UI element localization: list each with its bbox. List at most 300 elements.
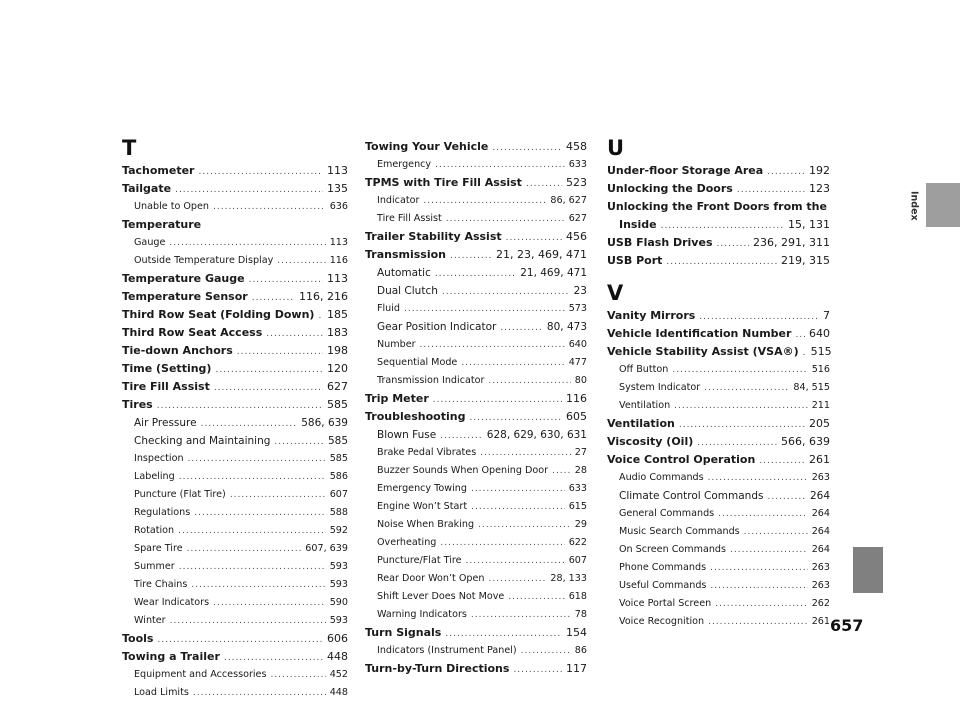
index-subentry[interactable]	[122, 432, 348, 450]
index-term: Tachometer	[122, 164, 195, 177]
index-subentry[interactable]	[365, 426, 587, 444]
index-subentry[interactable]	[607, 505, 830, 523]
dot-leader	[672, 361, 807, 379]
index-term: Fluid	[377, 303, 401, 314]
dot-leader	[169, 234, 325, 252]
index-term: Air Pressure	[134, 417, 197, 429]
page-reference[interactable]: 607	[568, 555, 587, 566]
index-entry[interactable]	[122, 630, 348, 648]
page-reference[interactable]: 586, 639	[301, 417, 348, 429]
index-term: Equipment and Accessories	[134, 669, 267, 680]
index-subentry[interactable]	[607, 577, 830, 595]
index-subentry[interactable]	[365, 480, 587, 498]
index-subentry[interactable]	[122, 486, 348, 504]
index-term: Load Limits	[134, 687, 189, 698]
page-reference[interactable]: 622	[568, 537, 587, 548]
index-term: Dual Clutch	[377, 285, 438, 297]
page-reference[interactable]: 21, 23, 469, 471	[496, 248, 587, 261]
dot-leader	[270, 666, 325, 684]
dot-leader	[157, 397, 323, 415]
index-entry[interactable]	[607, 343, 830, 361]
page-reference[interactable]: 573	[568, 303, 587, 314]
page-reference[interactable]: 135	[327, 182, 348, 195]
page-reference[interactable]: 116, 216	[299, 290, 348, 303]
page-reference[interactable]: 113	[327, 164, 348, 177]
page-reference[interactable]: 618	[568, 591, 587, 602]
page-reference[interactable]: 192	[809, 164, 830, 177]
index-entry[interactable]	[122, 162, 348, 180]
page-reference[interactable]: 211	[811, 400, 830, 411]
page-reference[interactable]: 615	[568, 501, 587, 512]
index-term: Regulations	[134, 507, 191, 518]
page-reference[interactable]: 516	[811, 364, 830, 375]
page-reference[interactable]: 523	[566, 176, 587, 189]
dot-leader	[170, 612, 326, 630]
index-term: Unable to Open	[134, 201, 209, 212]
page-reference[interactable]: 593	[329, 615, 348, 626]
page-reference[interactable]: 590	[329, 597, 348, 608]
page-reference[interactable]: 607	[329, 489, 348, 500]
index-entry[interactable]	[365, 408, 587, 426]
dot-leader	[767, 488, 805, 506]
index-term: Tire Fill Assist	[122, 380, 210, 393]
page-number: 657	[830, 616, 864, 635]
dot-leader	[710, 559, 808, 577]
page-reference[interactable]: 264	[811, 526, 830, 537]
dot-leader	[478, 516, 571, 534]
page-reference[interactable]: 261	[809, 453, 830, 466]
index-term: Unlocking the Doors	[607, 182, 733, 195]
index-entry[interactable]	[607, 325, 830, 343]
index-entry[interactable]	[365, 246, 587, 264]
index-entry[interactable]	[365, 174, 587, 192]
page-reference[interactable]: 263	[811, 580, 830, 591]
section-letter: T	[122, 136, 137, 160]
dot-leader	[508, 588, 564, 606]
page-reference[interactable]: 183	[327, 326, 348, 339]
index-subentry[interactable]	[122, 576, 348, 594]
index-entry[interactable]	[122, 306, 348, 324]
index-term: Voice Recognition	[619, 616, 705, 627]
index-subentry[interactable]	[122, 540, 348, 558]
index-term: Gear Position Indicator	[377, 321, 497, 333]
index-subentry[interactable]	[365, 444, 587, 462]
dot-leader	[277, 252, 325, 270]
index-term: Phone Commands	[619, 562, 707, 573]
index-subentry[interactable]	[607, 541, 830, 559]
page-reference[interactable]: 633	[568, 483, 587, 494]
dot-leader	[435, 156, 565, 174]
page-reference[interactable]: 448	[327, 650, 348, 663]
dot-leader	[666, 253, 777, 271]
index-term: Transmission	[365, 248, 447, 261]
dot-leader	[435, 265, 516, 283]
index-entry[interactable]	[365, 138, 587, 156]
dot-leader	[461, 354, 564, 372]
index-term: Checking and Maintaining	[134, 435, 271, 447]
index-subentry[interactable]	[365, 300, 587, 318]
index-subentry[interactable]	[607, 469, 830, 487]
dot-leader	[697, 434, 777, 452]
index-term: Winter	[134, 615, 166, 626]
index-subentry[interactable]	[365, 318, 587, 336]
index-entry[interactable]	[607, 198, 830, 216]
page-reference[interactable]: 627	[327, 380, 348, 393]
page-reference[interactable]: 78	[574, 609, 587, 620]
page-reference[interactable]: 264	[811, 544, 830, 555]
page-reference[interactable]: 123	[809, 182, 830, 195]
index-subentry[interactable]	[607, 379, 830, 397]
page-reference[interactable]: 605	[566, 410, 587, 423]
index-entry[interactable]	[122, 378, 348, 396]
index-term: Transmission Indicator	[377, 375, 485, 386]
index-term: Emergency	[377, 159, 432, 170]
dot-leader	[201, 415, 298, 433]
index-entry[interactable]	[122, 342, 348, 360]
dot-leader	[440, 427, 483, 445]
dot-leader	[445, 625, 562, 643]
page-reference[interactable]: 261	[811, 616, 830, 627]
page-reference[interactable]: 458	[566, 140, 587, 153]
page-reference[interactable]: 628, 629, 630, 631	[486, 429, 587, 441]
index-column-3	[607, 138, 830, 631]
dot-leader	[674, 397, 808, 415]
index-subentry[interactable]	[365, 606, 587, 624]
dot-leader	[433, 391, 562, 409]
page-reference[interactable]: 593	[329, 579, 348, 590]
dot-leader	[704, 379, 789, 397]
dot-leader	[803, 344, 807, 362]
page-reference[interactable]: 27	[574, 447, 587, 458]
dot-leader	[715, 595, 808, 613]
page-reference[interactable]: 585	[329, 453, 348, 464]
page-reference[interactable]: 205	[809, 417, 830, 430]
page-reference[interactable]: 633	[568, 159, 587, 170]
index-term: Indicator	[377, 195, 420, 206]
dot-leader	[420, 336, 565, 354]
dot-leader	[471, 498, 565, 516]
index-term: Warning Indicators	[377, 609, 467, 620]
page-reference[interactable]: 263	[811, 562, 830, 573]
index-entry[interactable]	[365, 390, 587, 408]
page-reference[interactable]: 23	[573, 285, 587, 297]
index-subentry[interactable]	[122, 666, 348, 684]
index-subentry[interactable]	[365, 264, 587, 282]
page-reference[interactable]: 113	[327, 272, 348, 285]
index-term: Buzzer Sounds When Opening Door	[377, 465, 549, 476]
index-subentry[interactable]	[365, 192, 587, 210]
index-subentry[interactable]	[365, 336, 587, 354]
dot-leader	[252, 289, 295, 307]
page-reference[interactable]: 566, 639	[781, 435, 830, 448]
index-term: Tire Fill Assist	[377, 213, 442, 224]
index-term: Shift Lever Does Not Move	[377, 591, 505, 602]
page-reference[interactable]: 120	[327, 362, 348, 375]
dot-leader	[526, 175, 562, 193]
index-entry[interactable]	[607, 162, 830, 180]
index-entry[interactable]	[607, 216, 830, 234]
page-reference[interactable]: 636	[329, 201, 348, 212]
index-subentry[interactable]	[122, 594, 348, 612]
page-reference[interactable]: 606	[327, 632, 348, 645]
page-reference[interactable]: 263	[811, 472, 830, 483]
index-entry[interactable]	[122, 216, 348, 234]
index-subentry[interactable]	[365, 462, 587, 480]
index-term: Puncture/Flat Tire	[377, 555, 462, 566]
index-term: Off Button	[619, 364, 669, 375]
dot-leader	[237, 343, 323, 361]
index-term: Indicators (Instrument Panel)	[377, 645, 517, 656]
index-term: USB Port	[607, 254, 663, 267]
dot-leader	[179, 558, 326, 576]
dot-leader	[679, 416, 805, 434]
dot-leader	[215, 361, 323, 379]
index-entry[interactable]	[122, 288, 348, 306]
dot-leader	[488, 372, 570, 390]
index-subentry[interactable]	[607, 487, 830, 505]
index-subentry[interactable]	[365, 210, 587, 228]
dot-leader	[440, 534, 564, 552]
page-reference[interactable]: 28, 133	[550, 573, 587, 584]
dot-leader	[717, 235, 750, 253]
dot-leader	[521, 642, 571, 660]
index-subentry[interactable]	[365, 156, 587, 174]
index-entry[interactable]	[122, 396, 348, 414]
index-term: Noise When Braking	[377, 519, 475, 530]
index-term: Temperature Gauge	[122, 272, 245, 285]
page-reference[interactable]: 117	[566, 662, 587, 675]
index-term: Viscosity (Oil)	[607, 435, 694, 448]
index-term: Voice Portal Screen	[619, 598, 712, 609]
index-term: Towing Your Vehicle	[365, 140, 489, 153]
page-reference[interactable]: 15, 131	[788, 218, 830, 231]
index-subentry[interactable]	[365, 282, 587, 300]
dot-leader	[187, 540, 302, 558]
dot-leader	[214, 379, 323, 397]
page-reference[interactable]: 84, 515	[793, 382, 830, 393]
page-reference[interactable]: 588	[329, 507, 348, 518]
index-entry[interactable]	[365, 228, 587, 246]
dot-leader	[249, 271, 323, 289]
index-entry[interactable]	[365, 660, 587, 678]
page-reference[interactable]: 452	[329, 669, 348, 680]
index-term: Vehicle Stability Assist (VSA®)	[607, 345, 799, 358]
index-entry[interactable]	[607, 415, 830, 433]
dot-leader	[708, 613, 808, 631]
index-subentry[interactable]	[122, 450, 348, 468]
index-subentry[interactable]	[607, 361, 830, 379]
dot-leader	[500, 319, 543, 337]
index-subentry[interactable]	[365, 552, 587, 570]
index-term: Under-floor Storage Area	[607, 164, 764, 177]
index-subentry[interactable]	[122, 234, 348, 252]
index-term: Spare Tire	[134, 543, 183, 554]
index-column-2	[365, 138, 587, 678]
dot-leader	[661, 217, 784, 235]
page-reference[interactable]: 86, 627	[550, 195, 587, 206]
dot-leader	[759, 452, 805, 470]
index-entry[interactable]	[122, 360, 348, 378]
index-subentry[interactable]	[122, 198, 348, 216]
index-subentry[interactable]	[607, 559, 830, 577]
dot-leader	[213, 594, 326, 612]
index-subentry[interactable]	[607, 595, 830, 613]
page-reference[interactable]: 264	[811, 508, 830, 519]
dot-leader	[710, 577, 807, 595]
page-reference[interactable]: 592	[329, 525, 348, 536]
page-reference[interactable]: 515	[810, 345, 832, 358]
index-subentry[interactable]	[122, 684, 348, 702]
page-reference[interactable]: 86	[574, 645, 587, 656]
index-term: Sequential Mode	[377, 357, 458, 368]
page-reference[interactable]: 448	[329, 687, 348, 698]
dot-leader	[266, 325, 323, 343]
dot-leader	[744, 523, 808, 541]
index-term: Vehicle Identification Number	[607, 327, 792, 340]
section-letter: U	[607, 136, 625, 160]
index-subentry[interactable]	[607, 613, 830, 631]
index-subentry[interactable]	[365, 372, 587, 390]
index-subentry[interactable]	[122, 504, 348, 522]
dot-leader	[179, 468, 326, 486]
index-entry[interactable]	[607, 433, 830, 451]
dot-leader	[230, 486, 326, 504]
index-term: Vanity Mirrors	[607, 309, 696, 322]
index-term: TPMS with Tire Fill Assist	[365, 176, 522, 189]
index-term: Trailer Stability Assist	[365, 230, 502, 243]
dot-leader	[191, 576, 325, 594]
index-term: USB Flash Drives	[607, 236, 713, 249]
index-term: Climate Control Commands	[619, 490, 764, 502]
index-term: Ventilation	[607, 417, 675, 430]
index-subentry[interactable]	[365, 642, 587, 660]
index-subentry[interactable]	[122, 252, 348, 270]
index-entry[interactable]	[365, 624, 587, 642]
index-subentry[interactable]	[122, 558, 348, 576]
page-reference[interactable]: 236, 291, 311	[753, 236, 830, 249]
page-reference[interactable]: 219, 315	[781, 254, 830, 267]
index-entry[interactable]	[122, 648, 348, 666]
index-term: Outside Temperature Display	[134, 255, 274, 266]
page-reference[interactable]: 80	[574, 375, 587, 386]
index-term: System Indicator	[619, 382, 701, 393]
page-reference[interactable]: 640	[809, 327, 830, 340]
dot-leader	[224, 649, 323, 667]
index-term: Rear Door Won’t Open	[377, 573, 485, 584]
page-reference[interactable]: 477	[568, 357, 587, 368]
page-reference[interactable]: 640	[568, 339, 587, 350]
index-entry[interactable]	[607, 180, 830, 198]
page-reference[interactable]: 627	[568, 213, 587, 224]
page-reference[interactable]: 264	[809, 490, 830, 502]
index-term: Tire Chains	[134, 579, 188, 590]
index-subentry[interactable]	[365, 570, 587, 588]
page-reference[interactable]: 593	[329, 561, 348, 572]
dot-leader	[198, 163, 323, 181]
index-term: Tailgate	[122, 182, 172, 195]
index-term: Gauge	[134, 237, 166, 248]
dot-leader	[157, 631, 323, 649]
index-entry[interactable]	[607, 307, 830, 325]
dot-leader	[767, 163, 805, 181]
page-reference[interactable]: 80, 473	[546, 321, 587, 333]
dot-leader	[318, 307, 323, 325]
index-subentry[interactable]	[122, 414, 348, 432]
index-term: Inspection	[134, 453, 184, 464]
side-tab-marker	[926, 183, 960, 227]
dot-leader	[552, 462, 571, 480]
dot-leader	[423, 192, 546, 210]
dot-leader	[730, 541, 808, 559]
index-term: Useful Commands	[619, 580, 707, 591]
index-term: Temperature Sensor	[122, 290, 248, 303]
page-reference[interactable]: 262	[811, 598, 830, 609]
index-term: Towing a Trailer	[122, 650, 220, 663]
index-term: Turn-by-Turn Directions	[365, 662, 510, 675]
section-letter: V	[607, 281, 624, 305]
dot-leader	[795, 326, 805, 344]
index-subentry[interactable]	[122, 522, 348, 540]
index-subentry[interactable]	[607, 397, 830, 415]
page-reference[interactable]: 607, 639	[305, 543, 348, 554]
index-entry[interactable]	[607, 252, 830, 270]
index-term: Blown Fuse	[377, 429, 437, 441]
page-reference[interactable]: 456	[566, 230, 587, 243]
page-reference[interactable]: 586	[329, 471, 348, 482]
dot-leader	[480, 444, 571, 462]
index-term: Ventilation	[619, 400, 671, 411]
page-reference[interactable]: 113	[329, 237, 348, 248]
index-entry[interactable]	[607, 451, 830, 469]
page-reference[interactable]: 185	[327, 308, 348, 321]
index-term: Wear Indicators	[134, 597, 210, 608]
index-term: Inside	[619, 218, 657, 231]
page-reference[interactable]: 21, 469, 471	[520, 267, 587, 279]
page-reference[interactable]: 29	[574, 519, 587, 530]
index-subentry[interactable]	[365, 534, 587, 552]
index-term: Audio Commands	[619, 472, 704, 483]
dot-leader	[466, 552, 565, 570]
dot-leader	[718, 505, 808, 523]
index-subentry[interactable]	[365, 516, 587, 534]
page-reference[interactable]: 198	[327, 344, 348, 357]
page-reference[interactable]: 585	[327, 398, 348, 411]
index-column-1	[122, 138, 348, 702]
index-entry[interactable]	[122, 180, 348, 198]
page-reference[interactable]: 28	[574, 465, 587, 476]
index-entry[interactable]	[122, 270, 348, 288]
page-reference[interactable]: 154	[566, 626, 587, 639]
index-subentry[interactable]	[122, 612, 348, 630]
index-subentry[interactable]	[365, 354, 587, 372]
dot-leader	[699, 308, 819, 326]
index-entry[interactable]	[122, 324, 348, 342]
page-reference[interactable]: 7	[823, 309, 830, 322]
index-entry[interactable]	[607, 234, 830, 252]
index-subentry[interactable]	[365, 588, 587, 606]
page-reference[interactable]: 116	[329, 255, 348, 266]
page-reference[interactable]: 585	[327, 435, 348, 447]
index-term: Turn Signals	[365, 626, 442, 639]
dot-leader	[469, 409, 562, 427]
index-subentry[interactable]	[607, 523, 830, 541]
index-term: General Commands	[619, 508, 715, 519]
page-reference[interactable]: 116	[566, 392, 587, 405]
dot-leader	[446, 210, 565, 228]
index-term: Third Row Seat (Folding Down)	[122, 308, 315, 321]
index-subentry[interactable]	[122, 468, 348, 486]
index-subentry[interactable]	[365, 498, 587, 516]
